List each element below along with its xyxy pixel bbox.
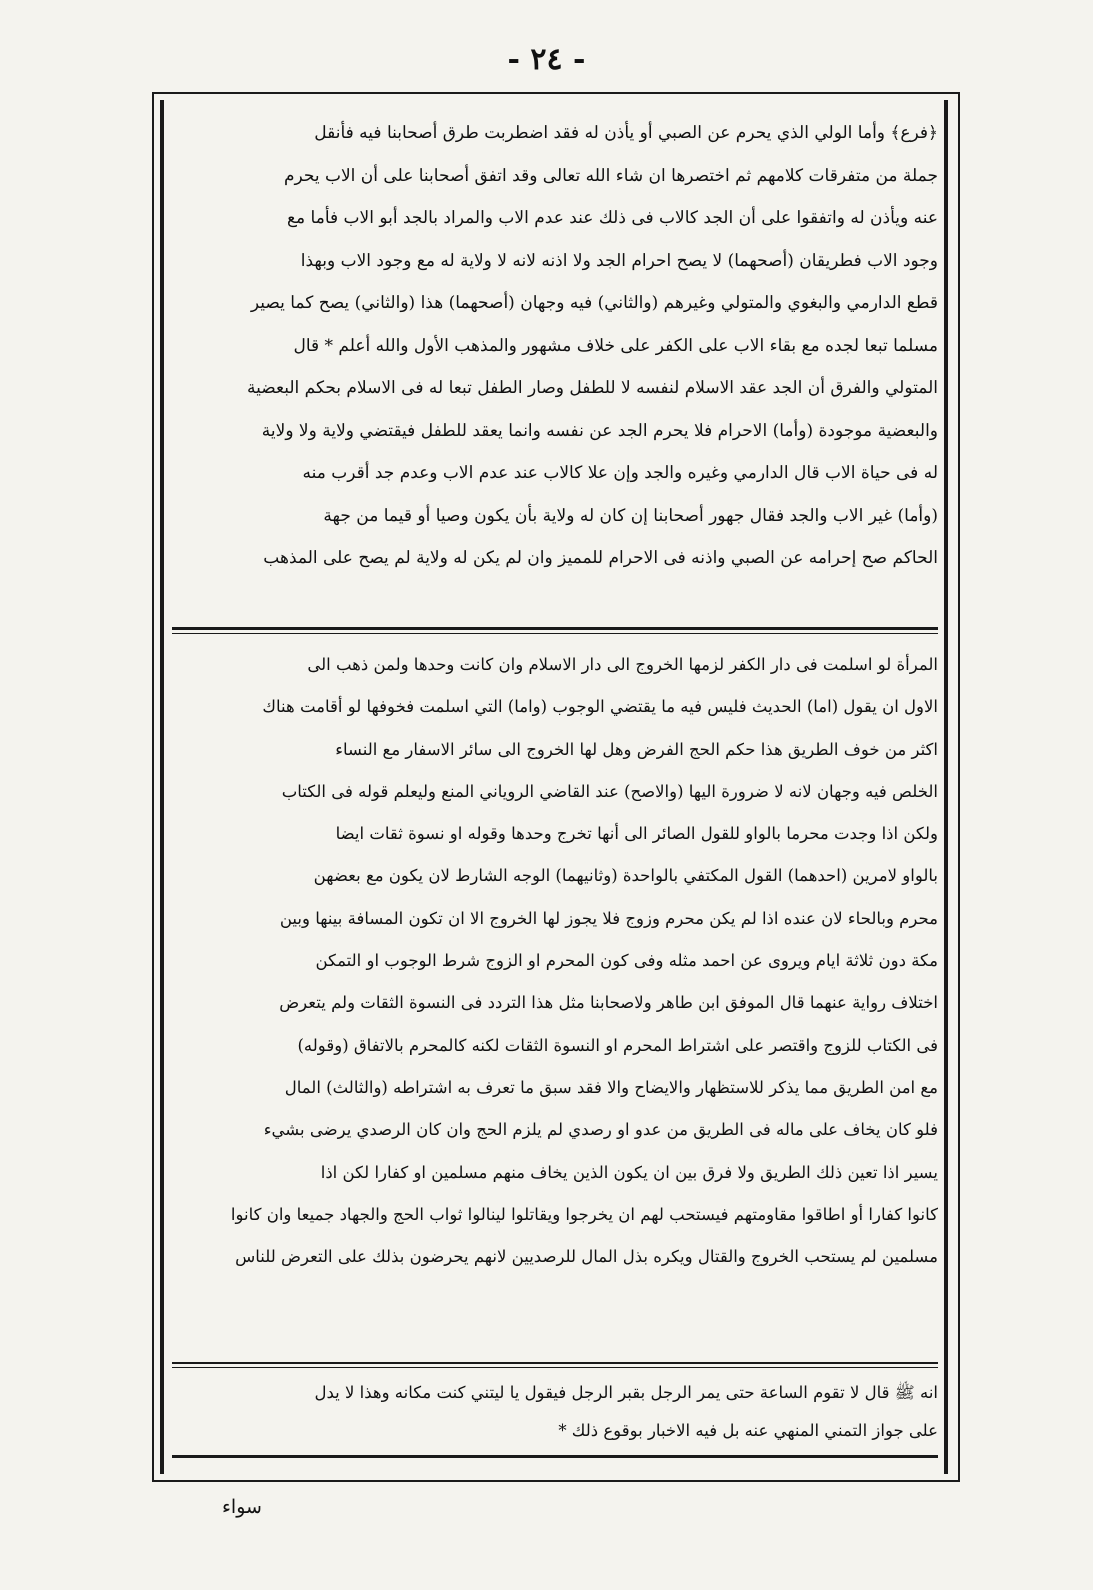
main-text-line: جملة من متفرقات كلامهم ثم اختصرها ان شاء الله تعالى وقد اتفق أصحابنا على أن الاب يحرم: [283, 165, 938, 186]
commentary-line: بالواو لامرين (احدهما) القول المكتفي بالواحدة (وثانيهما) الوجه الشارط لان يكون مع بعضهن: [313, 866, 938, 886]
commentary-line: مسلمين لم يستحب الخروج والقتال ويكره بذل المال للرصديين لانهم يحرضون بذلك على التعرض للناس: [235, 1247, 938, 1267]
commentary-line: فلو كان يخاف على ماله فى الطريق من عدو او رصدي لم يلزم الحج وان كان الرصدي يرضى بشيء: [263, 1120, 938, 1140]
footnote-line: على جواز التمني المنهي عنه بل فيه الاخبار بوقوع ذلك *: [558, 1421, 938, 1440]
commentary-line: محرم وبالحاء لان عنده اذا لم يكن محرم وزوج فلا يجوز لها الخروج الا ان تكون المسافة بينها وبين: [279, 908, 938, 928]
footnote-line: انه ﷺ قال لا تقوم الساعة حتى يمر الرجل بقبر الرجل فيقول يا ليتني كنت مكانه وهذا لا يدل: [314, 1383, 938, 1402]
commentary-line: كانوا كفارا أو اطاقوا مقاومتهم فيستحب لهم ان يخرجوا ويقاتلوا لينالوا ثواب الحج والجهاد جميعا وان كانوا: [230, 1204, 938, 1224]
commentary-line: ولكن اذا وجدت محرما بالواو للقول الصائر الى أنها تخرج وحدها وقوله او نسوة ثقات ايضا: [335, 824, 938, 844]
page-number: - ٢٤ -: [507, 42, 586, 77]
commentary-line: مع امن الطريق مما يذكر للاستظهار والايضاح والا فقد سبق ما تعرف به اشتراطه (والثالث) المال: [284, 1077, 938, 1097]
commentary-line: الاول ان يقول (اما) الحديث فليس فيه ما يقتضي الوجوب (واما) التي اسلمت فخوفها لو أقامت هناك: [262, 697, 938, 717]
bottom-rule: [172, 1455, 938, 1458]
commentary-line: الخلص فيه وجهان لانه لا ضرورة اليها (والاصح) عند القاضي الروياني المنع وليعلم قوله فى الكتاب: [281, 781, 938, 801]
commentary-line: المرأة لو اسلمت فى دار الكفر لزمها الخروج الى دار الاسلام وان كانت وحدها ولمن ذهب الى: [307, 655, 938, 674]
catchword: سواء: [222, 1496, 262, 1518]
footnote-divider-thin: [172, 1367, 938, 1368]
footnote-divider: [172, 1362, 938, 1364]
commentary-line: اكثر من خوف الطريق هذا حكم الحج الفرض وهل لها الخروج الى سائر الاسفار مع النساء: [335, 739, 938, 759]
main-text-line: والبعضية موجودة (وأما) الاحرام فلا يحرم الجد عن نفسه وانما يعقد للطفل فيقتضي ولاية ولا ولاية: [261, 420, 938, 441]
main-text-line: وجود الاب فطريقان (أصحهما) لا يصح احرام الجد ولا اذنه لانه لا ولاية له مع وجود الاب وبهذا: [300, 250, 938, 271]
frame-rule-right: [944, 100, 948, 1474]
main-text-line: مسلما تبعا لجده مع بقاء الاب على الكفر على خلاف مشهور والمذهب الأول والله أعلم * قال: [293, 335, 938, 356]
commentary-line: فى الكتاب للزوج واقتصر على اشتراط المحرم او النسوة الثقات لكنه كالمحرم بالاتفاق (وقوله): [297, 1035, 938, 1055]
commentary-text-block: [172, 644, 938, 1278]
main-text-line: عنه ويأذن له واتفقوا على أن الجد كالاب فى ذلك عند عدم الاب والمراد بالجد أبو الاب فأما مع: [286, 208, 938, 228]
main-text-line: له فى حياة الاب قال الدارمي وغيره والجد وإن علا كالاب عند عدم الاب وعدم جد أقرب منه: [302, 463, 938, 483]
commentary-line: يسير اذا تعين ذلك الطريق ولا فرق بين ان يكون الذين يخاف منهم مسلمين او كفارا لكن اذا: [320, 1162, 938, 1182]
main-text-block: [172, 112, 938, 580]
main-text-line: (وأما) غير الاب والجد فقال جهور أصحابنا إن كان له ولاية بأن يكون وصيا أو قيما من جهة: [323, 505, 938, 526]
section-divider: [172, 627, 938, 630]
main-text-line: الحاكم صح إحرامه عن الصبي واذنه فى الاحرام للمميز وان لم يكن له ولاية لم يصح على المذهب: [263, 548, 938, 568]
commentary-line: اختلاف رواية عنهما قال الموفق ابن طاهر ولاصحابنا مثل هذا التردد فى النسوة الثقات ولم يتعرض: [279, 993, 938, 1013]
footnote-text-block: [172, 1374, 938, 1450]
main-text-line: قطع الدارمي والبغوي والمتولي وغيرهم (والثاني) فيه وجهان (أصحهما) هذا (والثاني) يصح كما يصير: [250, 293, 938, 313]
section-divider-thin: [172, 633, 938, 634]
commentary-line: مكة دون ثلاثة ايام ويروى عن احمد مثله وفى كون المحرم او الزوج شرط الوجوب او التمكن: [315, 951, 938, 971]
main-text-line: ﴿فرع﴾ وأما الولي الذي يحرم عن الصبي أو يأذن له فقد اضطربت طرق أصحابنا فيه فأنقل: [314, 123, 938, 143]
frame-rule-left: [160, 100, 164, 1474]
main-text-line: المتولي والفرق أن الجد عقد الاسلام لنفسه لا للطفل وصار الطفل تبعا له فى الاسلام بحكم البعضية: [247, 378, 938, 398]
